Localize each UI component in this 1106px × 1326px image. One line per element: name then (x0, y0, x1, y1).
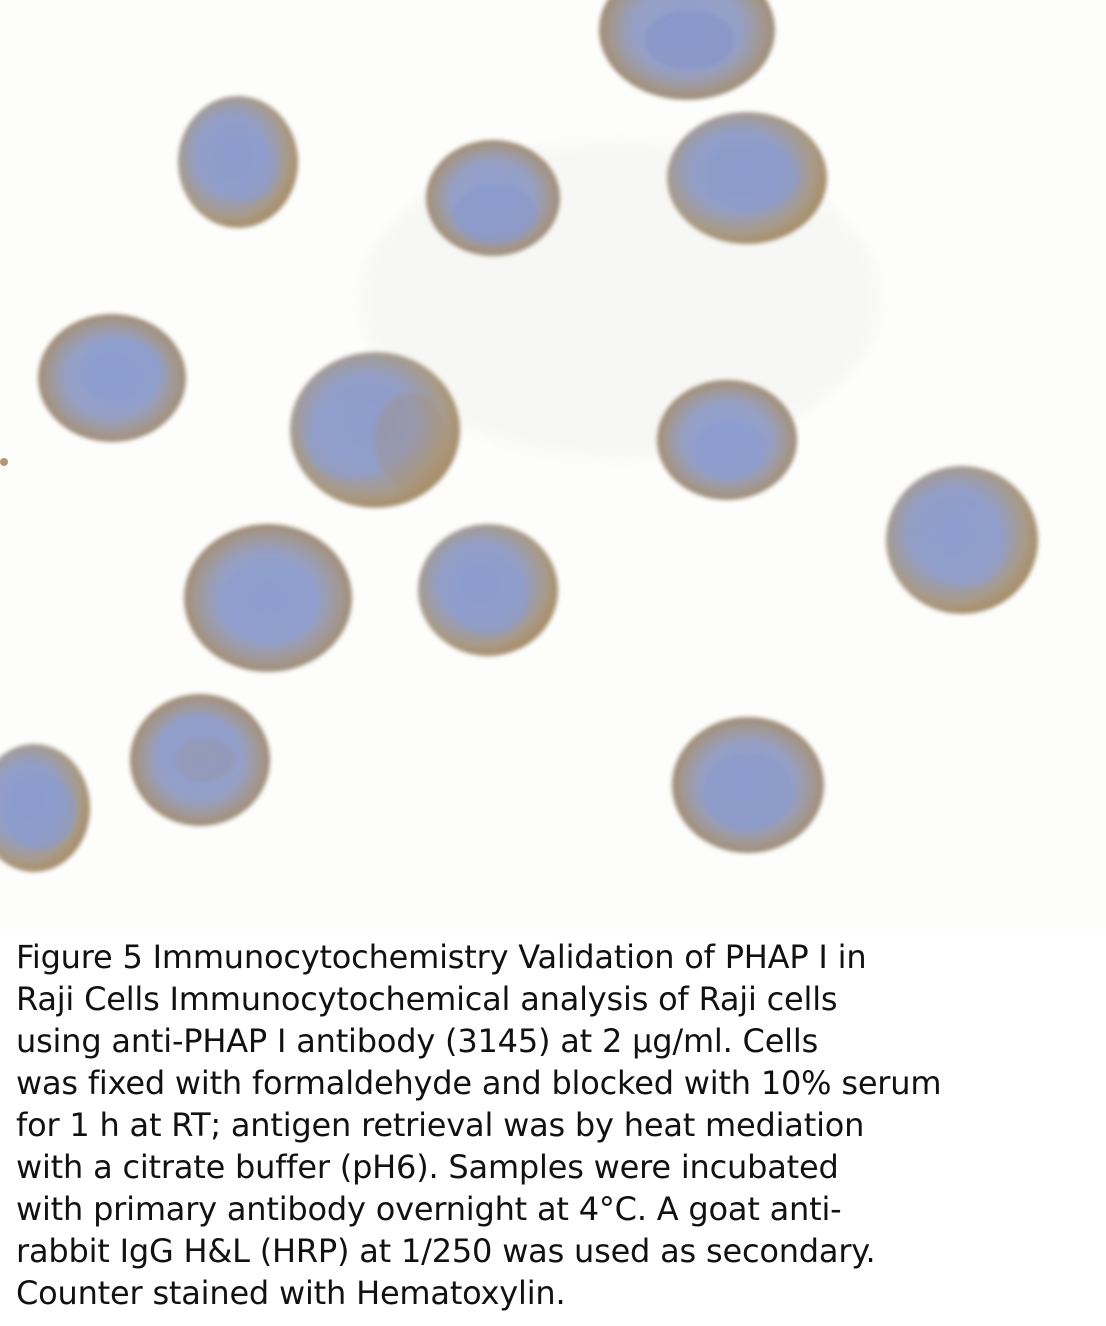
cell (130, 694, 270, 826)
caption-line: with primary antibody overnight at 4°C. A goat anti- (16, 1190, 842, 1228)
caption-line: for 1 h at RT; antigen retrieval was by heat mediation (16, 1106, 865, 1144)
cell (178, 96, 298, 228)
caption-line: rabbit IgG H&L (HRP) at 1/250 was used as secondary. (16, 1232, 876, 1270)
cell-fragment (0, 458, 8, 466)
cell (886, 466, 1038, 614)
figure-caption (16, 936, 1096, 1314)
caption-line: was fixed with formaldehyde and blocked with 10% serum (16, 1064, 942, 1102)
cell (290, 352, 460, 508)
caption-line: with a citrate buffer (pH6). Samples were incubated (16, 1148, 839, 1186)
cell (418, 524, 558, 656)
cell (184, 524, 352, 672)
cell (426, 140, 560, 256)
caption-line: Counter stained with Hematoxylin. (16, 1274, 566, 1312)
cell (667, 112, 827, 244)
caption-line: Figure 5 Immunocytochemistry Validation of PHAP I in (16, 938, 867, 976)
cell (657, 380, 797, 500)
caption-line: Raji Cells Immunocytochemical analysis of Raji cells (16, 980, 838, 1018)
caption-line: using anti-PHAP I antibody (3145) at 2 µg/ml. Cells (16, 1022, 819, 1060)
cell (672, 717, 824, 853)
cell (38, 314, 186, 442)
